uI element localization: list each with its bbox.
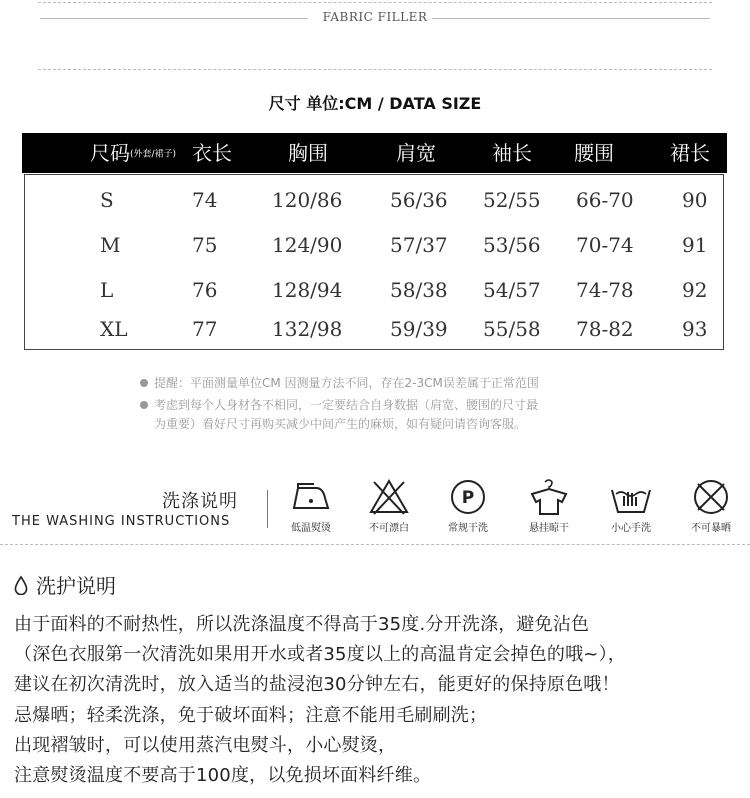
cell-waist: 74-78 xyxy=(576,278,634,302)
dry-clean-p-icon xyxy=(447,478,489,516)
filler-line-right xyxy=(432,18,710,19)
cell-length: 74 xyxy=(192,188,218,212)
cell-length: 75 xyxy=(192,233,218,257)
cell-waist: 70-74 xyxy=(576,233,634,257)
wash-icon-item xyxy=(354,478,424,534)
cell-skirt: 92 xyxy=(682,278,708,302)
care-line: 由于面料的不耐热性，所以洗涤温度不得高于35度.分开洗涤，避免沾色 xyxy=(14,614,590,635)
cell-sleeve: 54/57 xyxy=(483,278,541,302)
wash-icon-item xyxy=(676,478,746,534)
care-dashed-divider xyxy=(0,544,750,545)
care-line: 忌爆晒；轻柔洗涤，免于破坏面料；注意不能用毛刷刷洗； xyxy=(14,705,488,726)
hang-dry-icon xyxy=(528,478,570,516)
note-bullet xyxy=(140,379,148,387)
table-row xyxy=(25,230,725,260)
svg-text:P: P xyxy=(461,488,475,508)
col-size xyxy=(90,133,176,173)
col-skirt: 裙长 xyxy=(670,141,710,165)
hand-wash-icon xyxy=(610,478,652,516)
size-table-body xyxy=(24,174,724,350)
table-row xyxy=(25,314,725,344)
cell-skirt: 90 xyxy=(682,188,708,212)
size-table-title: 尺寸 单位:CM / DATA SIZE xyxy=(268,94,482,113)
note-line xyxy=(140,374,539,393)
second-dashed-divider xyxy=(38,69,712,70)
wash-icon-item xyxy=(514,478,584,534)
cell-sleeve: 55/58 xyxy=(483,317,541,341)
cell-length: 77 xyxy=(192,317,218,341)
wash-icon-label: 悬挂晾干 xyxy=(529,523,569,534)
cell-skirt: 91 xyxy=(682,233,708,257)
cell-sleeve: 52/55 xyxy=(483,188,541,212)
cell-waist: 66-70 xyxy=(576,188,634,212)
cell-sleeve: 53/56 xyxy=(483,233,541,257)
no-bleach-icon xyxy=(368,478,410,516)
col-length: 衣长 xyxy=(192,141,232,165)
col-waist: 腰围 xyxy=(574,141,614,165)
col-size-note: (外套/裙子) xyxy=(130,149,177,160)
cell-shoulder: 59/39 xyxy=(390,317,448,341)
wash-icon-label: 不可暴晒 xyxy=(691,523,731,534)
table-row xyxy=(25,275,725,305)
wash-icon-item xyxy=(596,478,666,534)
col-chest: 胸围 xyxy=(288,141,328,165)
cell-chest: 132/98 xyxy=(272,317,343,341)
cell-size: XL xyxy=(100,317,128,341)
wash-icon-label: 低温熨烫 xyxy=(291,523,331,534)
care-line: 出现褶皱时，可以使用蒸汽电熨斗，小心熨烫， xyxy=(14,735,397,756)
care-title: 洗护说明 xyxy=(36,574,116,598)
note-text: 提醒：平面测量单位CM 因测量方法不同，存在2-3CM误差属于正常范围 xyxy=(154,376,539,390)
iron-low-temp-icon xyxy=(290,478,332,516)
wash-icon-item xyxy=(433,478,503,534)
top-dashed-divider xyxy=(38,2,712,3)
cell-size: S xyxy=(100,188,114,212)
cell-waist: 78-82 xyxy=(576,317,634,341)
cell-size: L xyxy=(100,278,114,302)
care-line: （深色衣服第一次清洗如果用开水或者35度以上的高温肯定会掉色的哦~）， xyxy=(14,644,626,665)
washing-separator xyxy=(267,490,268,528)
no-tumble-dry-icon xyxy=(690,478,732,516)
wash-icon-label: 常规干洗 xyxy=(448,523,488,534)
table-row xyxy=(25,185,725,215)
cell-shoulder: 58/38 xyxy=(390,278,448,302)
wash-icon-item xyxy=(276,478,346,534)
col-size-label: 尺码 xyxy=(90,141,130,165)
water-drop-icon xyxy=(14,575,28,595)
care-line: 注意熨烫温度不要高于100度，以免损坏面料纤维。 xyxy=(14,765,432,786)
note-text: 为重要）看好尺寸再购买减少中间产生的麻烦，如有疑问请咨询客服。 xyxy=(154,417,527,431)
filler-label: FABRIC FILLER xyxy=(322,10,428,24)
washing-title-cn: 洗涤说明 xyxy=(162,491,238,512)
col-shoulder: 肩宽 xyxy=(396,141,436,165)
note-text: 考虑到每个人身材各不相同，一定要结合自身数据（肩宽、腰围的尺寸最 xyxy=(154,398,539,412)
size-table-header xyxy=(22,133,727,173)
note-line xyxy=(154,415,526,434)
care-line: 建议在初次清洗时，放入适当的盐浸泡30分钟左右，能更好的保持原色哦！ xyxy=(14,674,620,695)
cell-skirt: 93 xyxy=(682,317,708,341)
note-bullet xyxy=(140,401,148,409)
washing-title-en: THE WASHING INSTRUCTIONS xyxy=(12,514,231,529)
wash-icon-label: 小心手洗 xyxy=(611,523,651,534)
note-line xyxy=(140,396,538,415)
cell-shoulder: 56/36 xyxy=(390,188,448,212)
cell-length: 76 xyxy=(192,278,218,302)
wash-icon-label: 不可漂白 xyxy=(369,523,409,534)
col-sleeve: 袖长 xyxy=(492,141,532,165)
cell-shoulder: 57/37 xyxy=(390,233,448,257)
cell-chest: 124/90 xyxy=(272,233,343,257)
cell-size: M xyxy=(100,233,121,257)
care-heading xyxy=(14,570,116,599)
cell-chest: 120/86 xyxy=(272,188,343,212)
cell-chest: 128/94 xyxy=(272,278,343,302)
